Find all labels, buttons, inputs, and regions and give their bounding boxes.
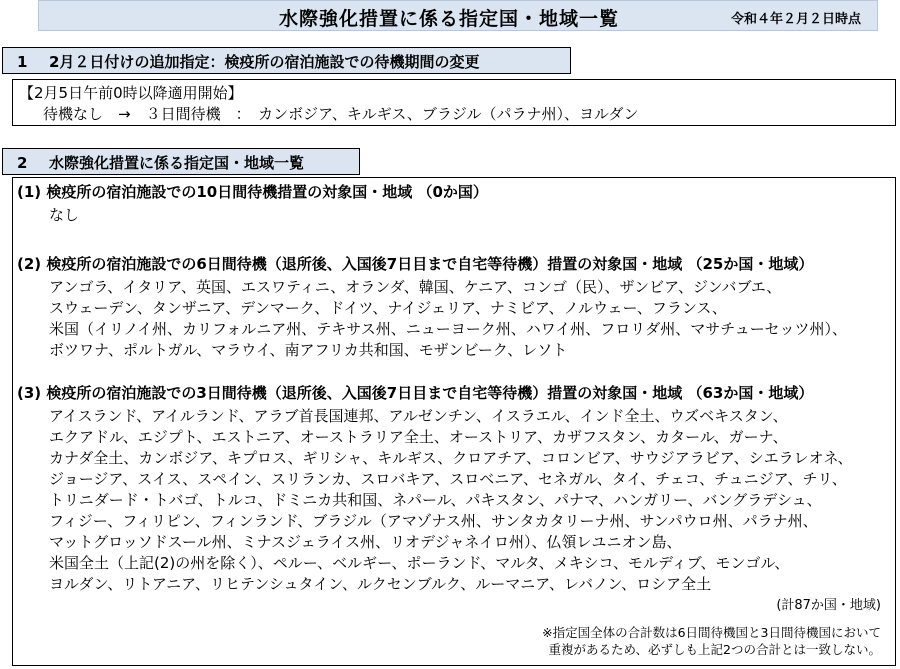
group3-line: トリニダード・トバゴ、トルコ、ドミニカ共和国、ネパール、パキスタン、パナマ、ハンガリー、バングラデシュ、 [49,491,822,509]
group3-line: 米国全土（上記(2)の州を除く）、ペルー、ベルギー、ポーランド、マルタ、メキシコ、モルディブ、モンゴル、 [49,554,790,572]
total-count: (計87か国・地域) [776,598,881,613]
group3-line: エクアドル、エジプト、エストニア、オーストラリア全土、オーストリア、カザフスタン、カタール、ガーナ、 [49,428,788,446]
group3-line: マットグロッソドスール州、ミナスジェライス州、リオデジャネイロ州）、仏領レユニオン島、 [49,533,682,551]
section2-number: 2 [17,154,28,172]
title-bar [38,0,878,31]
group2-line: アンゴラ、イタリア、英国、エスワティニ、オランダ、韓国、ケニア、コンゴ（民）、ザンビア、ジンバブエ、 [49,278,782,296]
section2-header [2,148,360,175]
section2-title: 水際強化措置に係る指定国・地域一覧 [49,154,305,172]
section1-header [2,47,571,74]
section1-title: 2月２日付けの追加指定：検疫所の宿泊施設での待機期間の変更 [49,53,480,71]
group2-line: ボツワナ、ポルトガル、マラウイ、南アフリカ共和国、モザンビーク、レソト [49,341,568,359]
group3-line: ヨルダン、リトアニア、リヒテンシュタイン、ルクセンブルク、ルーマニア、レバノン、ロシア全土 [49,575,712,593]
effective-date-note: 【2月5日午前0時以降適用開始】 [19,84,243,102]
waiting-change-line: 待機なし → ３日間待機 ： カンボジア、キルギス、ブラジル（パラナ州）、ヨルダン [43,105,639,123]
page-title: 水際強化措置に係る指定国・地域一覧 [279,8,620,30]
footnote-line: ※指定国全体の合計数は6日間待機国と3日間待機国において [542,625,881,640]
group3-line: アイスランド、アイルランド、アラブ首長国連邦、アルゼンチン、イスラエル、インド全土、ウズベキスタン、 [49,407,788,425]
group3-line: カナダ全土、カンボジア、キプロス、ギリシャ、キルギス、クロアチア、コロンビア、サウジアラビア、シエラレオネ、 [49,449,853,467]
footnote-line: 重複があるため、必ずしも上記2つの合計とは一致しない。 [548,642,881,657]
group3-line: ジョージア、スイス、スペイン、スリランカ、スロバキア、スロベニア、セネガル、タイ、チェコ、チュニジア、チリ、 [49,470,847,488]
section2-box [12,177,896,666]
section1-box [12,79,896,126]
as-of-date: 令和４年２月２日時点 [730,12,861,27]
group3-line: フィジー、フィリピン、フィンランド、ブラジル（アマゾナス州、サンタカタリーナ州、サンパウロ州、パラナ州、 [49,512,818,530]
group3-heading: (3) 検疫所の宿泊施設での3日間待機（退所後、入国後7日目まで自宅等待機）措置の対象国・地域 （63か国・地域） [17,384,814,402]
group2-line: スウェーデン、タンザニア、デンマーク、ドイツ、ナイジェリア、ナミビア、ノルウェー、フランス、 [49,299,727,317]
group1-line: なし [49,206,80,224]
section1-number: 1 [17,53,28,71]
group2-heading: (2) 検疫所の宿泊施設での6日間待機（退所後、入国後7日目まで自宅等待機）措置の対象国・地域 （25か国・地域） [17,255,814,273]
group2-line: 米国（イリノイ州、カリフォルニア州、テキサス州、ニューヨーク州、ハワイ州、フロリダ州、マサチューセッツ州）、 [49,320,848,338]
group1-heading: (1) 検疫所の宿泊施設での10日間待機措置の対象国・地域 （0か国） [17,183,488,201]
